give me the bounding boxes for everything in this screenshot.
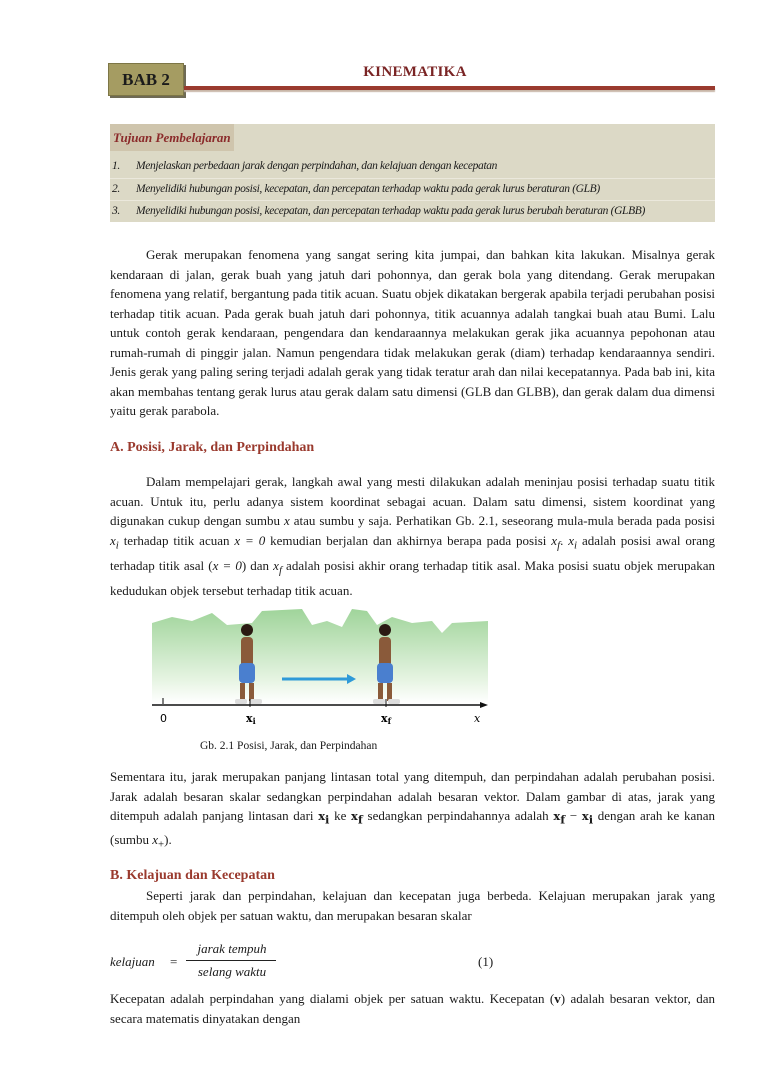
equation-numerator: jarak tempuh <box>197 941 267 956</box>
header-rule <box>184 86 715 90</box>
objective-text: Menjelaskan perbedaan jarak dengan perpindahan, dan kelajuan dengan kecepatan <box>136 160 498 172</box>
objective-text: Menyelidiki hubungan posisi, kecepatan, dan percepatan terhadap waktu pada gerak lurus berubah beraturan (GLBB) <box>136 205 645 217</box>
objective-item <box>110 200 715 222</box>
figure-position-distance-displacement <box>152 603 488 728</box>
skyline-background <box>152 609 488 703</box>
section-a-paragraph-2: Sementara itu, jarak merupakan panjang lintasan total yang ditempuh, dan perpindahan adalah perubahan posisi. Jarak adalah besaran skalar sedangkan perpindahan adalah besaran vektor. Dalam gambar di atas, jarak yang ditempuh adalah panjang lintasan dari $x_i$ ke $x_f$ sedangkan perpindahannya adalah $x_f - x_i$ dengan arah ke kanan (sumbu $x_+$). <box>110 769 715 851</box>
objective-item <box>110 178 715 200</box>
intro-paragraph: Gerak merupakan fenomena yang sangat sering kita jumpai, dan bahkan kita lakukan. Misalnya gerak kendaraan di jalan, gerak buah yang jatuh dari pohonnya, dan gerak bola yang ditendang. Gerak merupakan fenomena yang relatif, bergantung pada titik acuan. Suatu objek dikatakan bergerak apabila terjadi perubahan posisi terhadap titik acuan. Pada gerak buah jatuh dari pohonnya, titik acuannya adalah tangkai buah atau Bumi. Lalu untuk contoh gerak kendaraan, pengendara dan kendaraannya melakukan gerak jika acuannya pepohonan atau rumah-rumah di pinggir jalan. Namun pengendara tidak melakukan gerak (diam) terhadap kendaraannya sendiri. Jenis gerak yang paling sering terjadi adalah gerak yang tidak teratur arah dan nilai kecepatannya. Pada bab ini, kita akan membahas tentang gerak lurus atau gerak dalam satu dimensi (GLB dan GLBB), dan gerak dalam dua dimensi yaitu gerak parabola. <box>110 247 715 418</box>
objective-number: 1. <box>112 160 120 172</box>
xf-label: xf <box>381 712 392 726</box>
origin-label: 0 <box>160 712 167 725</box>
equation-1 <box>110 940 715 980</box>
equation-equals: = <box>170 954 178 969</box>
chapter-badge: BAB 2 <box>108 63 184 96</box>
equation-denominator: selang waktu <box>197 964 267 979</box>
section-a-heading: A. Posisi, Jarak, dan Perpindahan <box>110 440 315 455</box>
equation-number: (1) <box>478 954 494 969</box>
xi-label: xi <box>246 712 256 726</box>
objective-number: 3. <box>112 205 120 217</box>
learning-objectives-box <box>110 124 715 222</box>
objective-number: 2. <box>112 183 120 195</box>
objective-item <box>110 156 715 177</box>
section-a-paragraph-1: Dalam mempelajari gerak, langkah awal yang mesti dilakukan adalah meninjau posisi terhadap suatu titik acuan. Untuk itu, perlu adanya sistem koordinat sebagai acuan. Dalam satu dimensi, sistem koordinat yang digunakan cukup dengan sumbu x atau sumbu y saja. Perhatikan Gb. 2.1, seseorang mula-mula berada pada posisi $x_i$ terhadap titik acuan x = 0 kemudian berjalan dan akhirnya berapa pada posisi $x_f$. $x_i$ adalah posisi awal orang terhadap titik asal (x = 0) dan $x_f$ adalah posisi akhir orang terhadap titik asal. Maka posisi suatu objek merupakan kedudukan objek tersebut terhadap titik acuan. <box>110 474 716 598</box>
objectives-heading: Tujuan Pembelajaran <box>110 124 234 151</box>
axis-label: x <box>474 712 481 725</box>
section-b-heading: B. Kelajuan dan Kecepatan <box>110 868 275 883</box>
equation-lhs: kelajuan <box>110 954 155 969</box>
chapter-title: KINEMATIKA <box>363 64 467 80</box>
objective-text: Menyelidiki hubungan posisi, kecepatan, dan percepatan terhadap waktu pada gerak lurus beraturan (GLB) <box>136 183 600 195</box>
figure-caption: Gb. 2.1 Posisi, Jarak, dan Perpindahan <box>200 740 378 752</box>
section-b-paragraph-1: Seperti jarak dan perpindahan, kelajuan dan kecepatan juga berbeda. Kelajuan merupakan jarak yang ditempuh oleh objek per satuan waktu, dan merupakan besaran skalar <box>110 888 715 923</box>
section-b-paragraph-2: Kecepatan adalah perpindahan yang dialami objek per satuan waktu. Kecepatan (v) adalah besaran vektor, dan secara matematis dinyatakan dengan <box>110 991 715 1026</box>
